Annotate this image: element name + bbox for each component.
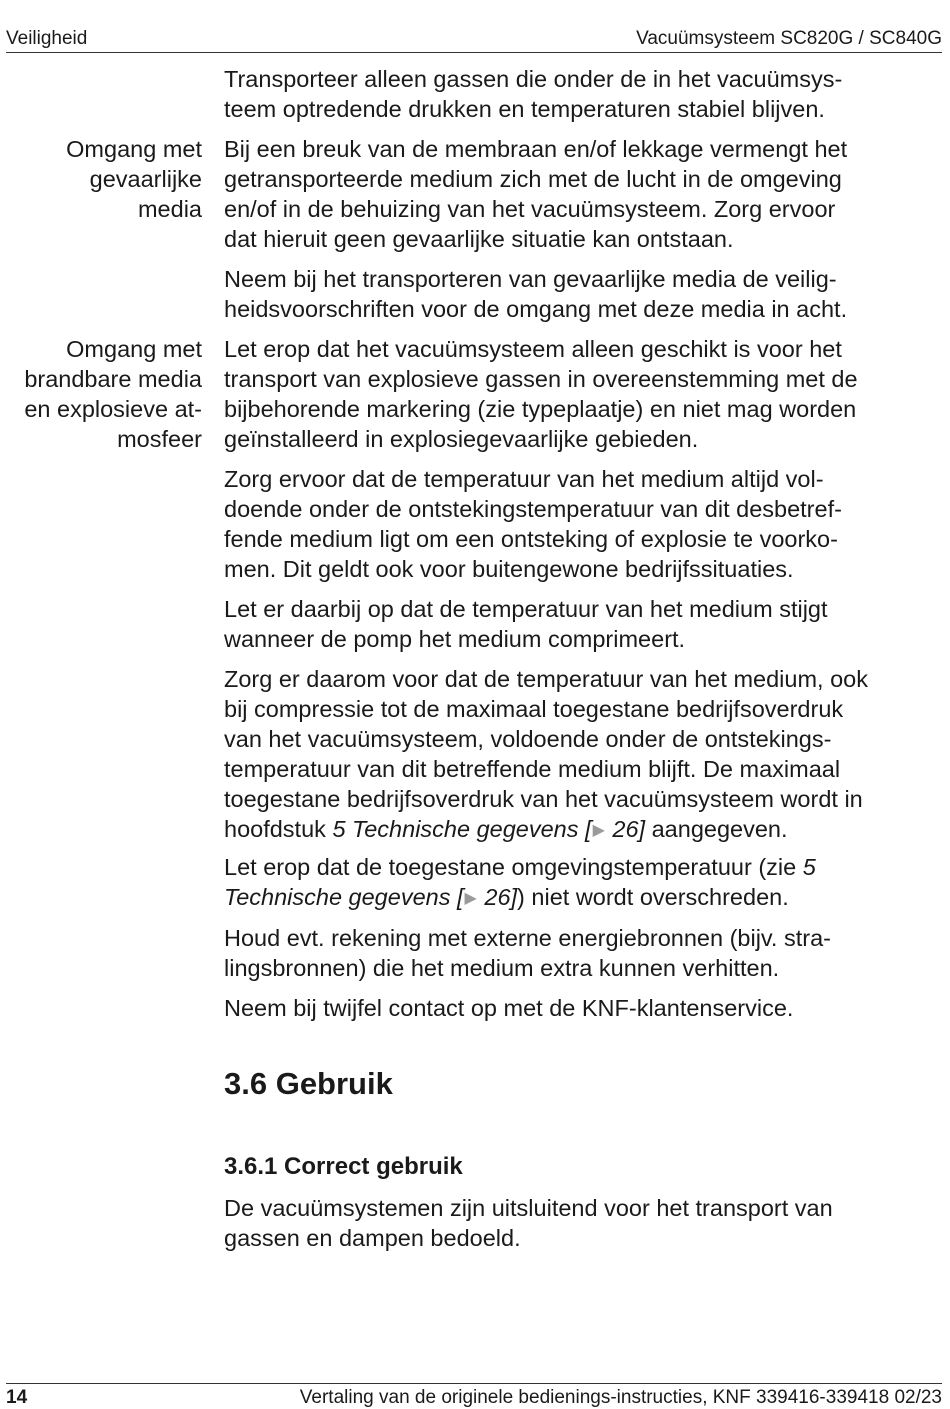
paragraph-correct-use (224, 1193, 936, 1253)
paragraph-ignition-temperature (224, 464, 936, 584)
text-line: doende onder de ontstekingstemperatuur van dit desbetref- (224, 496, 842, 522)
page-footer (6, 1383, 942, 1408)
cross-reference-number[interactable]: 5 (802, 854, 816, 880)
sidenote-line: brandbare media (24, 366, 202, 392)
reference-arrow-icon: ▶ (592, 822, 605, 839)
text-fragment: hoofdstuk (224, 816, 333, 842)
paragraph-ambient-temperature (224, 852, 936, 914)
text-line: gassen en dampen bedoeld. (224, 1225, 521, 1251)
text-line: bijbehorende markering (zie typeplaatje) en niet mag worden (224, 396, 857, 422)
cross-reference-link[interactable] (224, 884, 517, 910)
sidenote-line: gevaarlijke (89, 166, 202, 192)
cross-reference-link[interactable] (332, 816, 645, 842)
text-line: fende medium ligt om een ontsteking of explosie te voorko- (224, 526, 838, 552)
text-line: Zorg ervoor dat de temperatuur van het medium altijd vol- (224, 466, 824, 492)
text-line (224, 882, 936, 914)
sidenote-line: Omgang met (66, 336, 202, 362)
text-line: dat hieruit geen gevaarlijke situatie kan ontstaan. (224, 226, 734, 252)
page-number: 14 (6, 1387, 28, 1408)
reference-title: Technische gegevens [ (224, 884, 464, 910)
text-line: Transporteer alleen gassen die onder de in het vacuümsys- (224, 66, 843, 92)
header-section-title: Veiligheid (6, 28, 88, 49)
reference-page: 26] (605, 816, 646, 842)
sidenote-line: Omgang met (66, 136, 202, 162)
text-line: bij compressie tot de maximaal toegestane bedrijfsoverdruk (224, 696, 844, 722)
sidenote-line: en explosieve at- (24, 396, 202, 422)
text-line: wanneer de pomp het medium comprimeert. (224, 626, 686, 652)
text-line: teem optredende drukken en temperaturen stabiel blijven. (224, 96, 825, 122)
text-fragment: ) niet wordt overschreden. (517, 884, 789, 910)
page-header (6, 28, 942, 53)
section-heading: 3.6 Gebruik (224, 1066, 393, 1101)
text-line (224, 852, 936, 882)
text-line: geïnstalleerd in explosiegevaarlijke gebieden. (224, 426, 699, 452)
paragraph-explosive-gases (224, 334, 936, 454)
footer-document-info: Vertaling van de originele bedienings-instructies, KNF 339416-339418 02/23 (299, 1387, 942, 1408)
text-line: Let er daarbij op dat de temperatuur van het medium stijgt (224, 596, 828, 622)
reference-arrow-icon: ▶ (464, 890, 477, 907)
paragraph-max-overpressure (224, 664, 936, 846)
paragraph-stable-gases (224, 64, 936, 124)
paragraph-membrane-breach (224, 134, 936, 254)
text-line: heidsvoorschriften voor de omgang met deze media in acht. (224, 296, 848, 322)
text-line: en/of in de behuizing van het vacuümsysteem. Zorg ervoor (224, 196, 836, 222)
sidenote-flammable-media (0, 334, 202, 454)
paragraph-external-energy (224, 923, 936, 983)
text-line: transport van explosieve gassen in overeenstemming met de (224, 366, 858, 392)
paragraph-compression-heat (224, 594, 936, 654)
text-line: Let erop dat het vacuümsysteem alleen geschikt is voor het (224, 336, 842, 362)
text-line: men. Dit geldt ook voor buitengewone bedrijfssituaties. (224, 556, 794, 582)
text-fragment: Let erop dat de toegestane omgevingstemperatuur (zie (224, 854, 803, 880)
sidenote-hazardous-media (0, 134, 202, 224)
sidenote-line: media (137, 196, 202, 222)
text-line (224, 814, 936, 846)
header-product-name: Vacuümsysteem SC820G / SC840G (636, 28, 942, 49)
text-line: getransporteerde medium zich met de lucht in de omgeving (224, 166, 842, 192)
text-fragment: aangegeven. (645, 816, 788, 842)
paragraph-safety-regulations (224, 264, 936, 324)
text-line: van het vacuümsysteem, voldoende onder de ontstekings- (224, 726, 832, 752)
reference-title: 5 Technische gegevens [ (332, 816, 592, 842)
paragraph-customer-service (224, 993, 936, 1023)
text-line: Zorg er daarom voor dat de temperatuur van het medium, ook (224, 666, 868, 692)
sidenote-line: mosfeer (117, 426, 202, 452)
text-line: De vacuümsystemen zijn uitsluitend voor het transport van (224, 1195, 833, 1221)
text-line: temperatuur van dit betreffende medium blijft. De maximaal (224, 756, 841, 782)
reference-page: 26] (477, 884, 518, 910)
text-line: lingsbronnen) die het medium extra kunnen verhitten. (224, 955, 780, 981)
subsection-heading: 3.6.1 Correct gebruik (224, 1153, 463, 1180)
text-line: Neem bij twijfel contact op met de KNF-klantenservice. (224, 995, 794, 1021)
text-line: Neem bij het transporteren van gevaarlijke media de veilig- (224, 266, 837, 292)
text-line: Bij een breuk van de membraan en/of lekkage vermengt het (224, 136, 848, 162)
text-line: Houd evt. rekening met externe energiebronnen (bijv. stra- (224, 925, 831, 951)
text-line: toegestane bedrijfsoverdruk van het vacuümsysteem wordt in (224, 786, 863, 812)
